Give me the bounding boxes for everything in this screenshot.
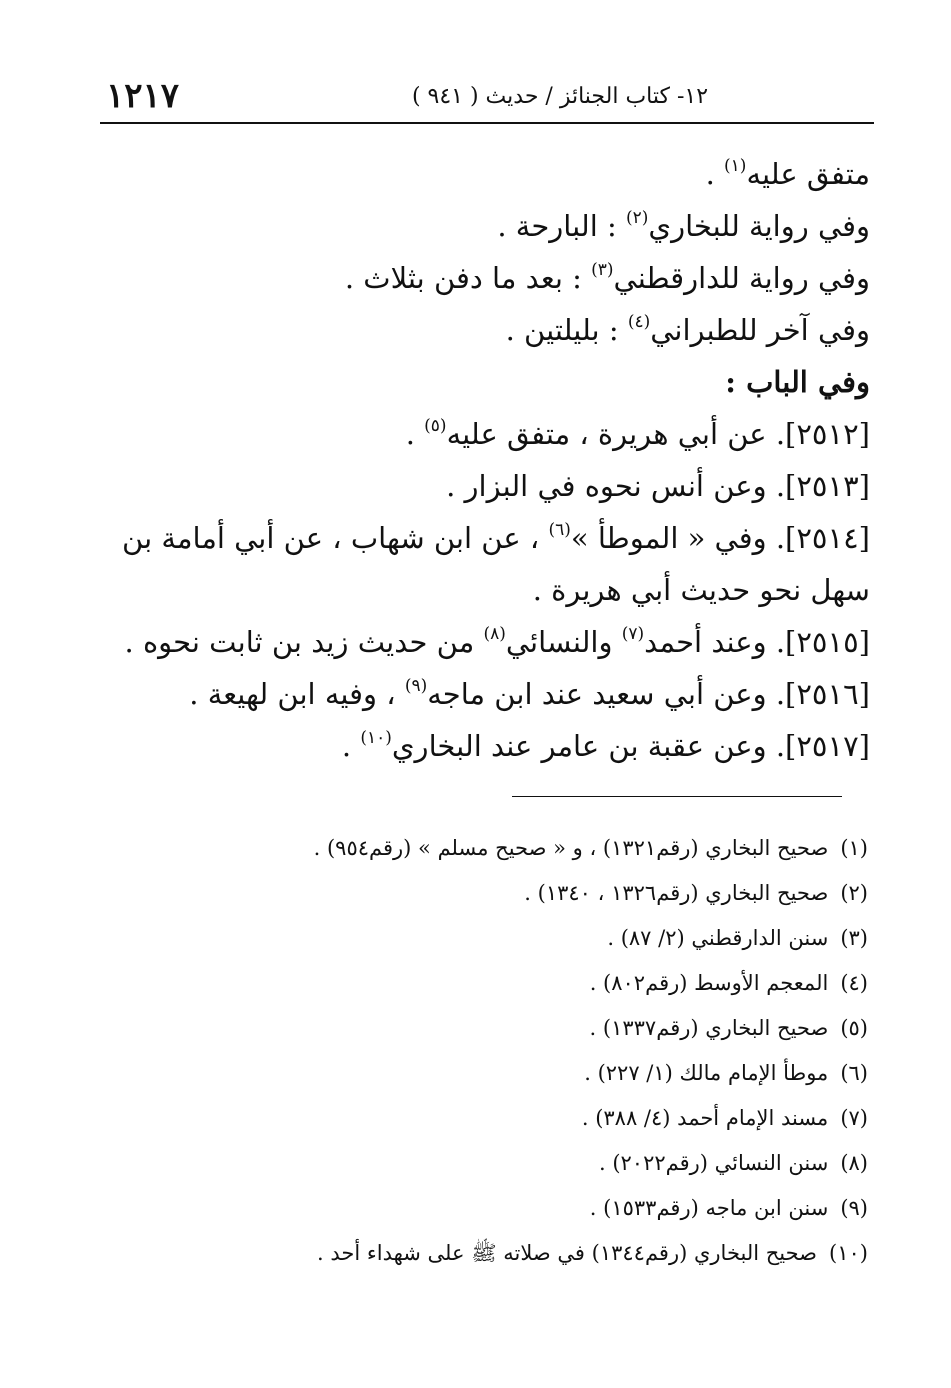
footnote-ref: (٩) [404,676,428,696]
hadith-2514: [٢٥١٤]. وفي « الموطأ »$^{(٦)}$ ، عن ابن شهاب ، عن أبي أمامة بن سهل نحو حديث أبي هريرة . [122,520,870,607]
text-line-1: متفق عليه$^{(١)}$ . [705,156,870,191]
footnote-8: (٨)سنن النسائي (رقم٢٠٢٢) . [598,1151,868,1175]
footnote-6: (٦)موطأ الإمام مالك (١/ ٢٢٧) . [584,1061,868,1085]
text-line-3: وفي رواية للدارقطني$^{(٣)}$ : بعد ما دفن بثلاث . [344,260,870,295]
text-line-4: وفي آخر للطبراني$^{(٤)}$ : بليلتين . [505,312,870,347]
footnote-10: (١٠)صحيح البخاري (رقم١٣٤٤) في صلاته ﷺ على شهداء أحد . [317,1241,868,1265]
footnote-4: (٤)المعجم الأوسط (رقم٨٠٢) . [589,971,868,995]
main-text [100,148,870,772]
footnote-ref: (٥) [424,416,447,436]
footnote-ref: (١٠) [360,728,392,748]
footnote-ref: (١) [724,156,747,176]
running-head: ١٢- كتاب الجنائز / حديث ( ٩٤١ ) [411,84,709,109]
footnote-9: (٩)سنن ابن ماجه (رقم١٥٣٣) . [589,1196,868,1220]
hadith-2513: [٢٥١٣]. وعن أنس نحوه في البزار . [446,469,870,503]
footnote-ref: (٨) [483,624,506,644]
footnote-ref: (٣) [591,260,614,280]
page-number: ١٢١٧ [106,76,180,116]
footnotes [100,826,868,1276]
hadith-2517: [٢٥١٧]. وعن عقبة بن عامر عند البخاري$^{(١٠)}$ . [341,728,870,763]
hadith-2516: [٢٥١٦]. وعن أبي سعيد عند ابن ماجه$^{(٩)}$ ، وفيه ابن لهيعة . [189,676,870,711]
footnote-1: (١)صحيح البخاري (رقم١٣٢١) ، و « صحيح مسلم » (رقم٩٥٤) . [313,836,868,860]
footnote-5: (٥)صحيح البخاري (رقم١٣٣٧) . [589,1016,868,1040]
footnote-ref: (٦) [548,520,571,540]
footnote-ref: (٤) [627,312,651,332]
footnote-7: (٧)مسند الإمام أحمد (٤/ ٣٨٨) . [581,1106,868,1130]
footnote-3: (٣)سنن الدارقطني (٢/ ٨٧) . [607,926,868,950]
footnote-2: (٢)صحيح البخاري (رقم١٣٢٦ ، ١٣٤٠) . [524,881,868,905]
footnote-separator [512,796,842,797]
hadith-2515: [٢٥١٥]. وعند أحمد$^{(٧)}$ والنسائي$^{(٨)}$ من حديث زيد بن ثابت نحوه . [124,624,870,659]
page-header [100,72,874,124]
text-line-2: وفي رواية للبخاري$^{(٢)}$ : البارحة . [497,208,870,243]
hadith-2512: [٢٥١٢]. عن أبي هريرة ، متفق عليه$^{(٥)}$ . [405,416,870,451]
footnote-ref: (٢) [625,208,649,228]
section-heading: وفي الباب : [725,365,870,399]
footnote-ref: (٧) [621,624,645,644]
